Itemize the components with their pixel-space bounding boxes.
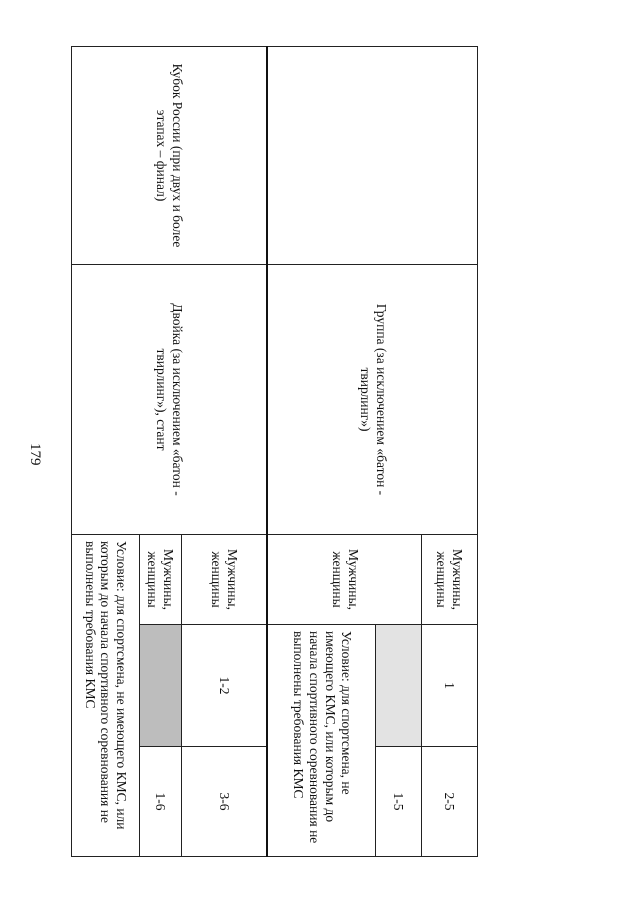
range-cell: 1-5 xyxy=(376,747,422,857)
category-cell: Мужчины, женщины xyxy=(140,535,182,625)
competition-cell-1 xyxy=(268,47,478,265)
category-cell: Мужчины, женщины xyxy=(268,535,422,625)
qualification-table xyxy=(71,46,478,857)
discipline-cell-2: Двойка (за исключением «батон - твирлинг»), стант xyxy=(72,265,268,535)
shaded-empty-cell xyxy=(140,625,182,747)
page-number: 179 xyxy=(27,443,43,466)
category-cell: Мужчины, женщины xyxy=(422,535,478,625)
place-cell: 1-2 xyxy=(182,625,268,747)
rotated-table-container xyxy=(72,46,478,856)
range-cell: 1-6 xyxy=(140,747,182,857)
range-cell: 2-5 xyxy=(422,747,478,857)
range-cell: 3-6 xyxy=(182,747,268,857)
shaded-empty-cell xyxy=(376,625,422,747)
condition-cell: Условие: для спортсмена, не имеющего КМС, или которым до начала спортивного соревнования не выполнены требования КМС xyxy=(268,625,376,857)
discipline-cell-1: Группа (за исключением «батон - твирлинг») xyxy=(268,265,478,535)
competition-cell-2: Кубок России (при двух и более этапах – финал) xyxy=(72,47,268,265)
place-cell: 1 xyxy=(422,625,478,747)
category-cell: Мужчины, женщины xyxy=(182,535,268,625)
condition-cell: Условие: для спортсмена, не имеющего КМС, или которым до начала спортивного соревнования не выполнены требования КМС xyxy=(72,535,140,857)
